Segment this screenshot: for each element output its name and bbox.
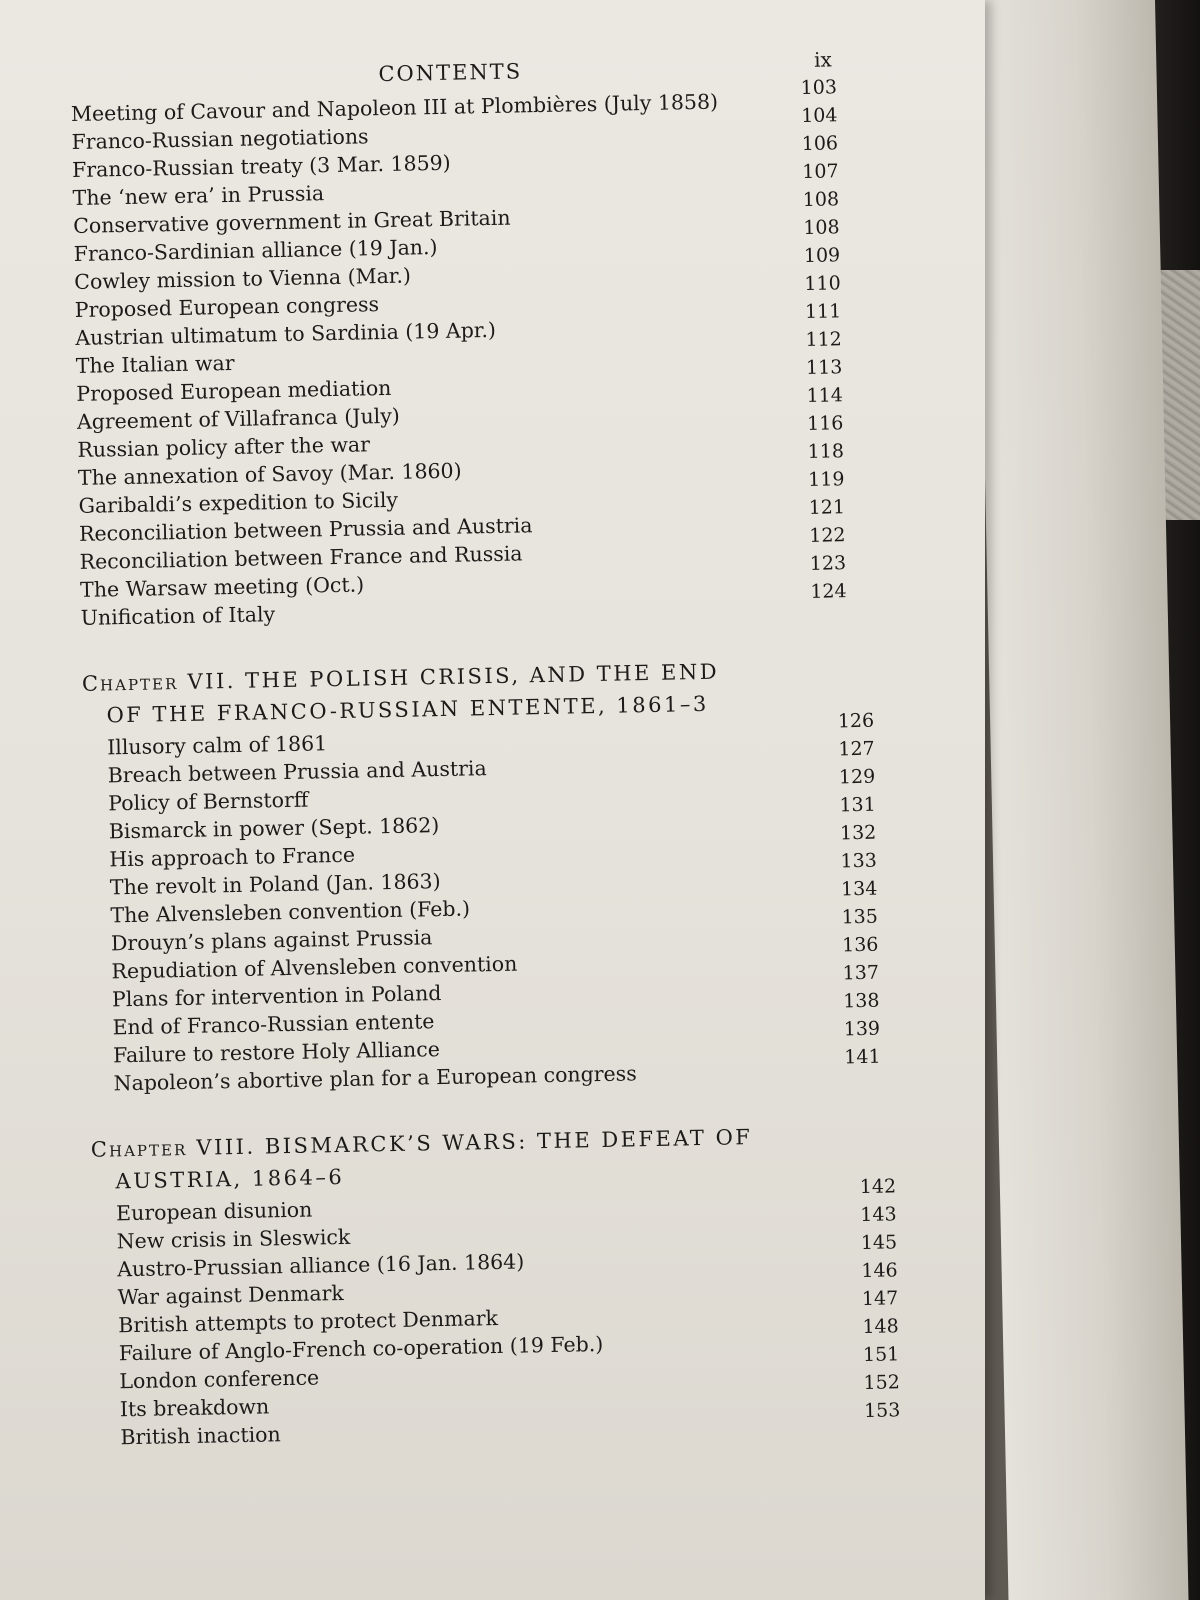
toc-entry-label: War against Denmark bbox=[117, 1280, 345, 1310]
toc-entry-label: Bismarck in power (Sept. 1862) bbox=[108, 813, 440, 844]
toc-entry-label: Conservative government in Great Britain bbox=[72, 205, 511, 238]
chapter-8-title-line1: VIII. BISMARCK’S WARS: THE DEFEAT OF bbox=[196, 1125, 753, 1160]
toc-entry-page: 133 bbox=[840, 849, 877, 873]
toc-entry-label: British inaction bbox=[120, 1422, 281, 1450]
toc-entry-label: Policy of Bernstorff bbox=[108, 787, 309, 816]
toc-entry-label: Repudiation of Alvensleben convention bbox=[111, 951, 518, 984]
toc-entry-label: British attempts to protect Denmark bbox=[118, 1306, 499, 1338]
toc-entry-page: 152 bbox=[863, 1371, 901, 1395]
toc-entry-label: London conference bbox=[119, 1365, 320, 1394]
toc-entry-page: 118 bbox=[807, 440, 845, 463]
toc-entry-label: The Warsaw meeting (Oct.) bbox=[79, 572, 365, 602]
toc-entry-label: Plans for intervention in Poland bbox=[111, 981, 442, 1012]
toc-entry-page: 131 bbox=[839, 793, 876, 817]
toc-entry-page: 116 bbox=[806, 412, 844, 435]
toc-entry-label: Breach between Prussia and Austria bbox=[107, 756, 487, 788]
toc-entry-page: 112 bbox=[805, 328, 842, 351]
toc-entry-label: Failure to restore Holy Alliance bbox=[112, 1037, 441, 1068]
chapter-7-prefix: Chapter bbox=[81, 670, 179, 696]
page-number: ix bbox=[813, 47, 833, 72]
toc-entry-page: 124 bbox=[810, 580, 847, 603]
toc-entry-page: 106 bbox=[801, 132, 839, 155]
contents-list bbox=[70, 43, 977, 1452]
toc-entry-page: 146 bbox=[861, 1259, 898, 1283]
toc-entry-label: The revolt in Poland (Jan. 1863) bbox=[109, 869, 441, 900]
toc-entry-label: Franco-Russian treaty (3 Mar. 1859) bbox=[71, 150, 451, 182]
page-title: CONTENTS bbox=[378, 59, 523, 87]
toc-entry-label: European disunion bbox=[115, 1197, 313, 1226]
toc-entry-page: 114 bbox=[806, 384, 844, 407]
toc-entry-page: 122 bbox=[809, 524, 846, 547]
toc-entry-page: 148 bbox=[862, 1315, 899, 1339]
toc-entry-page: 109 bbox=[803, 244, 841, 267]
toc-entry-page: 126 bbox=[837, 709, 875, 733]
toc-entry-label: Cowley mission to Vienna (Mar.) bbox=[74, 263, 412, 294]
toc-entry-page: 153 bbox=[863, 1399, 901, 1423]
toc-entry-page: 136 bbox=[841, 933, 879, 957]
toc-entry-label: Illusory calm of 1861 bbox=[106, 731, 328, 760]
toc-entry-label: His approach to France bbox=[109, 842, 356, 872]
toc-entry-page: 103 bbox=[800, 76, 838, 99]
toc-entry-page: 111 bbox=[804, 300, 842, 323]
toc-entry-label: Meeting of Cavour and Napoleon III at Plombières (July 1858) bbox=[70, 89, 719, 126]
toc-entry-label: Napoleon’s abortive plan for a European congress bbox=[113, 1061, 637, 1096]
toc-entry-page: 104 bbox=[800, 104, 838, 127]
toc-entry-page: 143 bbox=[860, 1203, 897, 1227]
toc-entry-label: Austrian ultimatum to Sardinia (19 Apr.) bbox=[75, 317, 497, 350]
toc-entry-page: 119 bbox=[807, 468, 845, 491]
toc-entry-page: 147 bbox=[861, 1287, 899, 1311]
toc-entry-label: New crisis in Sleswick bbox=[116, 1224, 351, 1254]
toc-entry-page: 132 bbox=[839, 821, 877, 845]
toc-entry-label: Proposed European mediation bbox=[76, 375, 392, 406]
toc-entry-page: 108 bbox=[802, 188, 840, 211]
toc-entry-page: 107 bbox=[802, 160, 839, 183]
toc-entry-page: 135 bbox=[841, 905, 879, 929]
toc-entry-label: The Alvensleben convention (Feb.) bbox=[110, 896, 471, 928]
toc-entry-page: 139 bbox=[843, 1017, 881, 1041]
toc-entry-label: Russian policy after the war bbox=[77, 432, 371, 462]
toc-entry-label: Austro-Prussian alliance (16 Jan. 1864) bbox=[116, 1249, 525, 1282]
toc-entry-page: 127 bbox=[838, 737, 875, 761]
toc-entry-page: 145 bbox=[860, 1231, 898, 1255]
toc-entry-page: 141 bbox=[844, 1045, 881, 1069]
toc-entry-page: 142 bbox=[859, 1175, 897, 1199]
toc-entry-page: 113 bbox=[805, 356, 843, 379]
toc-entry-label: Unification of Italy bbox=[80, 602, 276, 630]
toc-entry-page: 137 bbox=[842, 961, 880, 985]
toc-entry-page: 108 bbox=[803, 216, 840, 239]
toc-entry-label: The Italian war bbox=[75, 350, 235, 378]
chapter-8-title-line2: AUSTRIA, 1864–6 bbox=[115, 1164, 345, 1194]
toc-entry-label: Franco-Russian negotiations bbox=[71, 124, 369, 154]
toc-entry-page: 110 bbox=[804, 272, 841, 295]
toc-entry-label: Reconciliation between France and Russia bbox=[79, 541, 523, 574]
toc-entry-label: Its breakdown bbox=[119, 1394, 270, 1422]
toc-entry-page: 134 bbox=[840, 877, 878, 901]
toc-entry-page: 123 bbox=[809, 552, 847, 575]
toc-entry-page: 151 bbox=[862, 1343, 900, 1367]
toc-entry-label: Drouyn’s plans against Prussia bbox=[110, 925, 433, 956]
toc-entry-label: Agreement of Villafranca (July) bbox=[76, 403, 401, 434]
toc-entry-label: End of Franco-Russian entente bbox=[112, 1009, 435, 1040]
toc-entry-page: 121 bbox=[808, 496, 846, 519]
toc-entry-label: Garibaldi’s expedition to Sicily bbox=[78, 487, 399, 518]
toc-entry-label: Failure of Anglo-French co-operation (19 Feb.) bbox=[118, 1332, 604, 1366]
toc-entry-page: 129 bbox=[838, 765, 876, 789]
toc-entry-label: The ‘new era’ in Prussia bbox=[72, 181, 325, 210]
section-continued bbox=[70, 76, 961, 632]
chapter-8-prefix: Chapter bbox=[90, 1135, 188, 1162]
toc-entry-label: The annexation of Savoy (Mar. 1860) bbox=[77, 458, 462, 490]
facing-page-edge bbox=[975, 0, 1189, 1600]
chapter-7-title-line2: OF THE FRANCO-RUSSIAN ENTENTE, 1861–3 bbox=[106, 691, 709, 728]
toc-entry-label: Reconciliation between Prussia and Austria bbox=[78, 513, 533, 546]
toc-entry-label: Franco-Sardinian alliance (19 Jan.) bbox=[73, 234, 438, 266]
chapter-7-title-line1: VII. THE POLISH CRISIS, AND THE END bbox=[187, 659, 720, 694]
toc-entry-label: Proposed European congress bbox=[74, 292, 380, 322]
toc-entry-page: 138 bbox=[843, 989, 880, 1013]
